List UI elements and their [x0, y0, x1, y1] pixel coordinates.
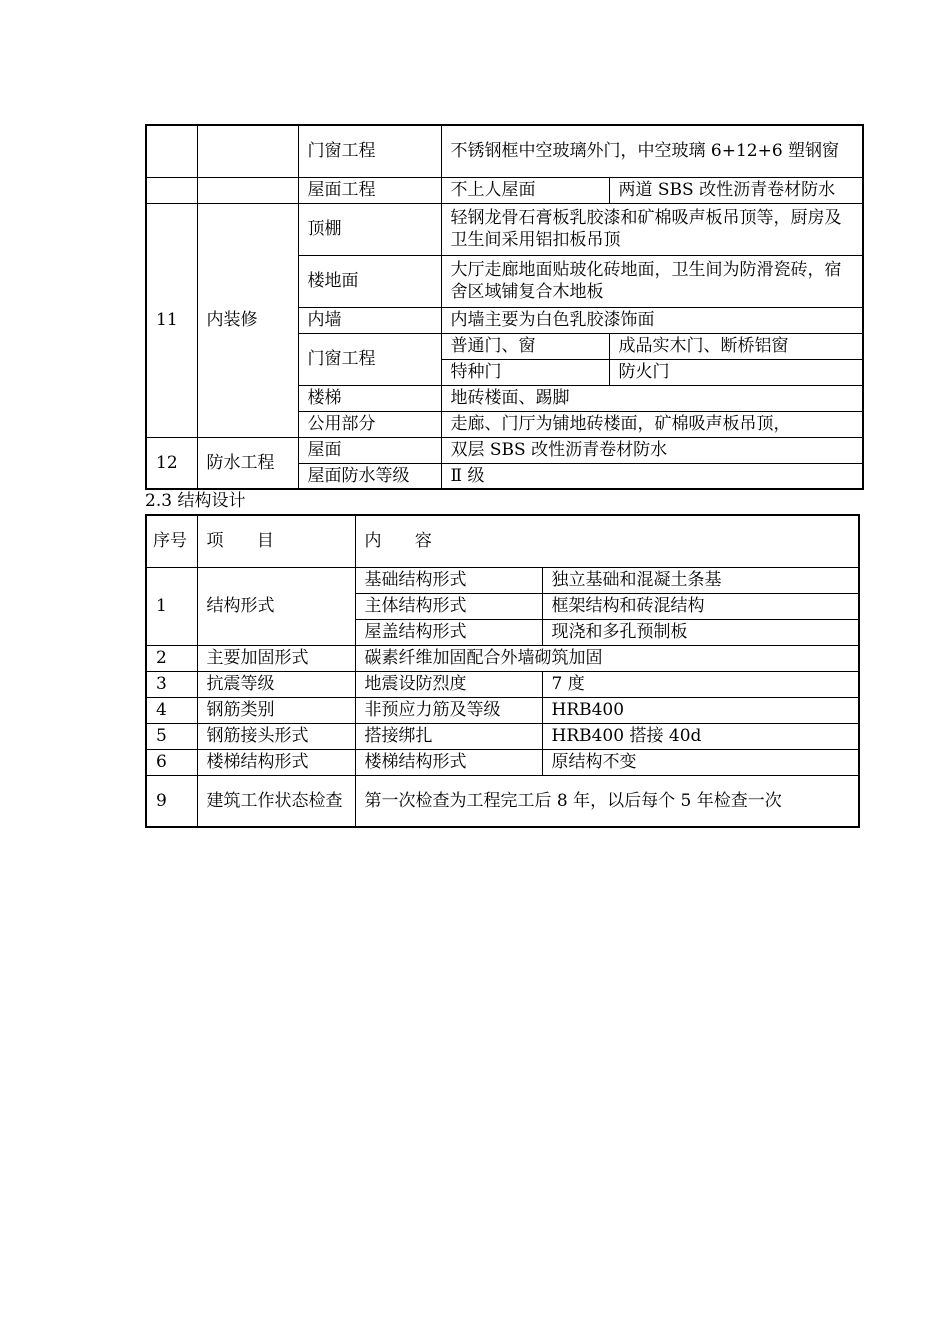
doors-b2: 防火门 — [609, 359, 863, 385]
row-1-item: 结构形式 — [197, 567, 355, 645]
row-5-no: 5 — [146, 723, 197, 749]
row-9-item: 建筑工作状态检查 — [197, 775, 355, 827]
roof-content-b: 两道 SBS 改性沥青卷材防水 — [609, 177, 863, 203]
row-1-no: 1 — [146, 567, 197, 645]
floor-content: 大厅走廊地面贴玻化砖地面，卫生间为防滑瓷砖，宿舍区域铺复合木地板 — [441, 255, 863, 307]
doors-label: 门窗工程 — [298, 333, 441, 385]
header-item — [197, 515, 355, 567]
row-3-no: 3 — [146, 671, 197, 697]
wall-content: 内墙主要为白色乳胶漆饰面 — [441, 307, 863, 333]
row-5-value: HRB400 搭接 40d — [542, 723, 859, 749]
name-cell — [197, 177, 298, 203]
section-title: 2.3 结构设计 — [145, 491, 246, 511]
header-content-text: 内 容 — [364, 531, 446, 552]
doors-a1: 普通门、窗 — [441, 333, 609, 359]
floor-label: 楼地面 — [298, 255, 441, 307]
row-4-value: HRB400 — [542, 697, 859, 723]
name-cell — [197, 125, 298, 177]
row-2-no: 2 — [146, 645, 197, 671]
header-no: 序号 — [146, 515, 197, 567]
roof-content-a: 不上人屋面 — [441, 177, 609, 203]
row-2-content: 碳素纤维加固配合外墙砌筑加固 — [355, 645, 859, 671]
row-6-label: 楼梯结构形式 — [355, 749, 542, 775]
row-3-value: 7 度 — [542, 671, 859, 697]
row-4-label: 非预应力筋及等级 — [355, 697, 542, 723]
doors-b1: 成品实木门、断桥铝窗 — [609, 333, 863, 359]
row-1-sub-label: 屋盖结构形式 — [355, 619, 542, 645]
ceiling-label: 顶棚 — [298, 203, 441, 255]
doors-a2: 特种门 — [441, 359, 609, 385]
roof-waterproof-content: 双层 SBS 改性沥青卷材防水 — [441, 437, 863, 463]
row-9-no: 9 — [146, 775, 197, 827]
finishing-table — [145, 124, 864, 490]
row-6-no: 6 — [146, 749, 197, 775]
wall-label: 内墙 — [298, 307, 441, 333]
structure-table — [145, 514, 860, 828]
waterproof-grade-content: Ⅱ 级 — [441, 463, 863, 489]
roof-label: 屋面工程 — [298, 177, 441, 203]
row-1-sub-value: 独立基础和混凝土条基 — [542, 567, 859, 593]
row-2-item: 主要加固形式 — [197, 645, 355, 671]
group-11-name: 内装修 — [197, 203, 298, 437]
row-1-sub-label: 主体结构形式 — [355, 593, 542, 619]
public-content: 走廊、门厅为铺地砖楼面，矿棉吸声板吊顶， — [441, 411, 863, 437]
ceiling-content: 轻钢龙骨石膏板乳胶漆和矿棉吸声板吊顶等，厨房及卫生间采用铝扣板吊顶 — [441, 203, 863, 255]
row-5-label: 搭接绑扎 — [355, 723, 542, 749]
row-1-sub-label: 基础结构形式 — [355, 567, 542, 593]
stairs-content: 地砖楼面、踢脚 — [441, 385, 863, 411]
header-content — [355, 515, 859, 567]
row-3-label: 地震设防烈度 — [355, 671, 542, 697]
row-9-content: 第一次检查为工程完工后 8 年，以后每个 5 年检查一次 — [355, 775, 859, 827]
row-1-sub-value: 框架结构和砖混结构 — [542, 593, 859, 619]
row-6-item: 楼梯结构形式 — [197, 749, 355, 775]
group-12-name: 防水工程 — [197, 437, 298, 489]
group-12-no: 12 — [146, 437, 197, 489]
row-1-sub-value: 现浇和多孔预制板 — [542, 619, 859, 645]
row-5-item: 钢筋接头形式 — [197, 723, 355, 749]
stairs-label: 楼梯 — [298, 385, 441, 411]
no-cell — [146, 177, 197, 203]
waterproof-grade-label: 屋面防水等级 — [298, 463, 441, 489]
public-label: 公用部分 — [298, 411, 441, 437]
roof-waterproof-label: 屋面 — [298, 437, 441, 463]
row-3-item: 抗震等级 — [197, 671, 355, 697]
no-cell — [146, 125, 197, 177]
row-4-item: 钢筋类别 — [197, 697, 355, 723]
header-item-text: 项 目 — [206, 531, 288, 552]
door-content: 不锈钢框中空玻璃外门，中空玻璃 6+12+6 塑钢窗 — [441, 125, 863, 177]
group-11-no: 11 — [146, 203, 197, 437]
row-4-no: 4 — [146, 697, 197, 723]
row-6-value: 原结构不变 — [542, 749, 859, 775]
door-label: 门窗工程 — [298, 125, 441, 177]
